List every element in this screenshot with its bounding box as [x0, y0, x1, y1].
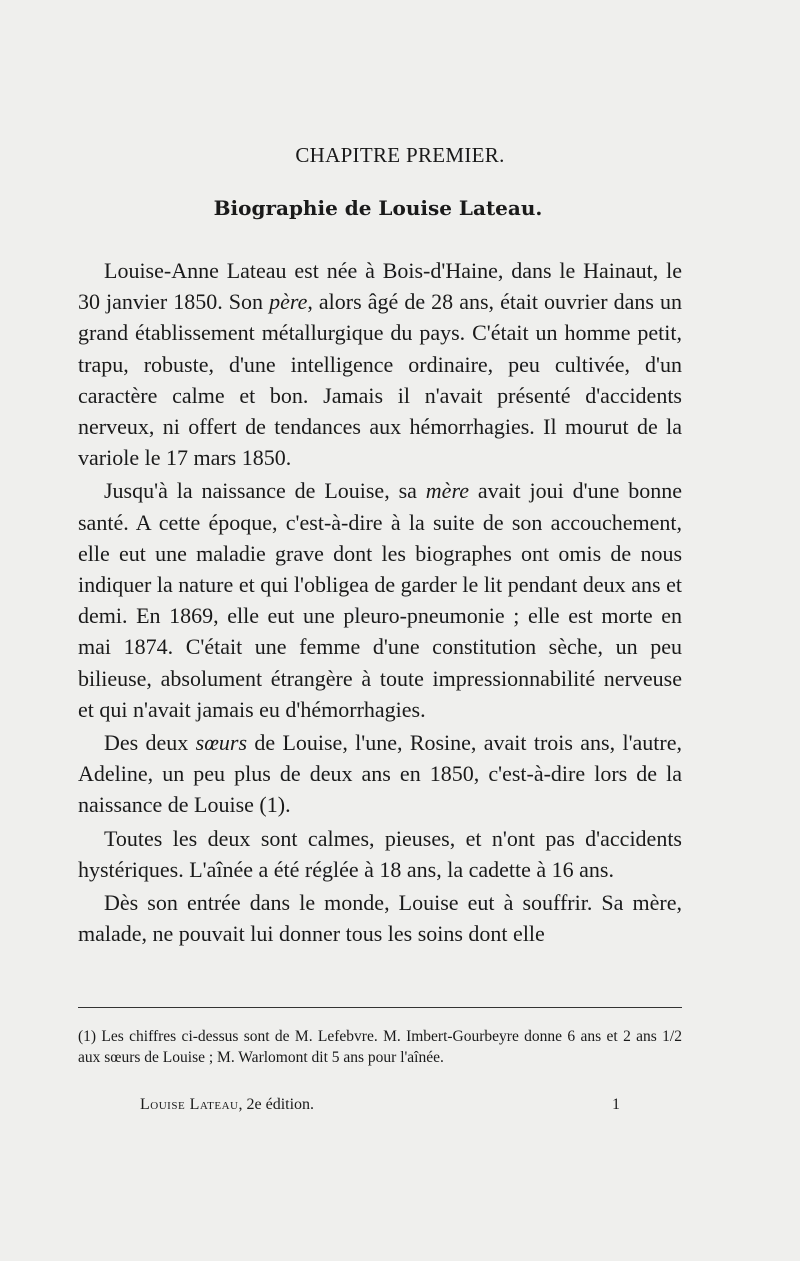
footnote-divider — [78, 1007, 682, 1008]
footer-book-title: Louise Lateau — [140, 1096, 239, 1113]
paragraph-3-emphasis: sœurs — [195, 730, 248, 756]
paragraph-1-emphasis: père — [269, 289, 308, 315]
section-title: Biographie de Louise Lateau. — [213, 196, 543, 220]
paragraph-4 — [78, 823, 682, 885]
footer-edition: , 2e édition. — [238, 1096, 315, 1113]
paragraph-1-text-b: , alors âgé de 28 ans, était ouvrier dans un grand établissement métallurgique du pays. C'était un homme petit, trapu, robuste, d'une intelligence ordinaire, peu cultivée, d'un caractère calme et bon. Jamais il n'avait présenté d'accidents nerveux, ni offert de tendances aux hémorrhagies. Il mourut de la variole le 17 mars 1850. — [78, 289, 682, 471]
paragraph-3-text-b: de Louise, l'une, Rosine, avait trois ans, l'autre, Adeline, un peu plus de deux ans en 1850, c'est-à-dire lors de la naissance de Louise (1). — [78, 730, 682, 818]
paragraph-5-text: Dès son entrée dans le monde, Louise eut à souffrir. Sa mère, malade, ne pouvait lui donner tous les soins dont elle — [78, 890, 682, 947]
paragraph-1-text-a: Louise-Anne Lateau est née à Bois-d'Haine, dans le Hainaut, le 30 janvier 1850. Son — [78, 258, 682, 315]
footnote: (1) Les chiffres ci-dessus sont de M. Lefebvre. M. Imbert-Gourbeyre donne 6 ans et 2 ans 1/2 aux sœurs de Louise ; M. Warlomont dit 5 ans pour l'aînée. — [78, 1028, 682, 1066]
paragraph-5 — [78, 887, 682, 949]
paragraph-2-emphasis: mère — [425, 478, 469, 504]
page-footer — [140, 1096, 620, 1114]
paragraph-1 — [78, 255, 682, 473]
paragraph-4-text: Toutes les deux sont calmes, pieuses, et n'ont pas d'accidents hystériques. L'aînée a été réglée à 18 ans, la cadette à 16 ans. — [78, 825, 682, 882]
footer-signature-number: 1 — [612, 1096, 620, 1113]
paragraph-2-text-b: avait joui d'une bonne santé. A cette époque, c'est-à-dire à la suite de son accouchement, elle eut une maladie grave dont les biographes ont omis de nous indiquer la nature et qui l'obligea de garder le lit pendant deux ans et demi. En 1869, elle eut une pleuro-pneumonie ; elle est morte en mai 1874. C'était une femme d'une constitution sèche, un peu bilieuse, absolument étrangère à toute impressionnabilité nerveuse et qui n'avait jamais eu d'hémorrhagies. — [78, 478, 682, 722]
paragraph-3 — [78, 727, 682, 821]
paragraph-2-text-a: Jusqu'à la naissance de Louise, sa — [104, 478, 426, 504]
paragraph-3-text-a: Des deux — [104, 730, 196, 756]
chapter-title: CHAPITRE PREMIER. — [295, 143, 505, 167]
paragraph-2 — [78, 475, 682, 725]
body-text — [78, 255, 682, 949]
